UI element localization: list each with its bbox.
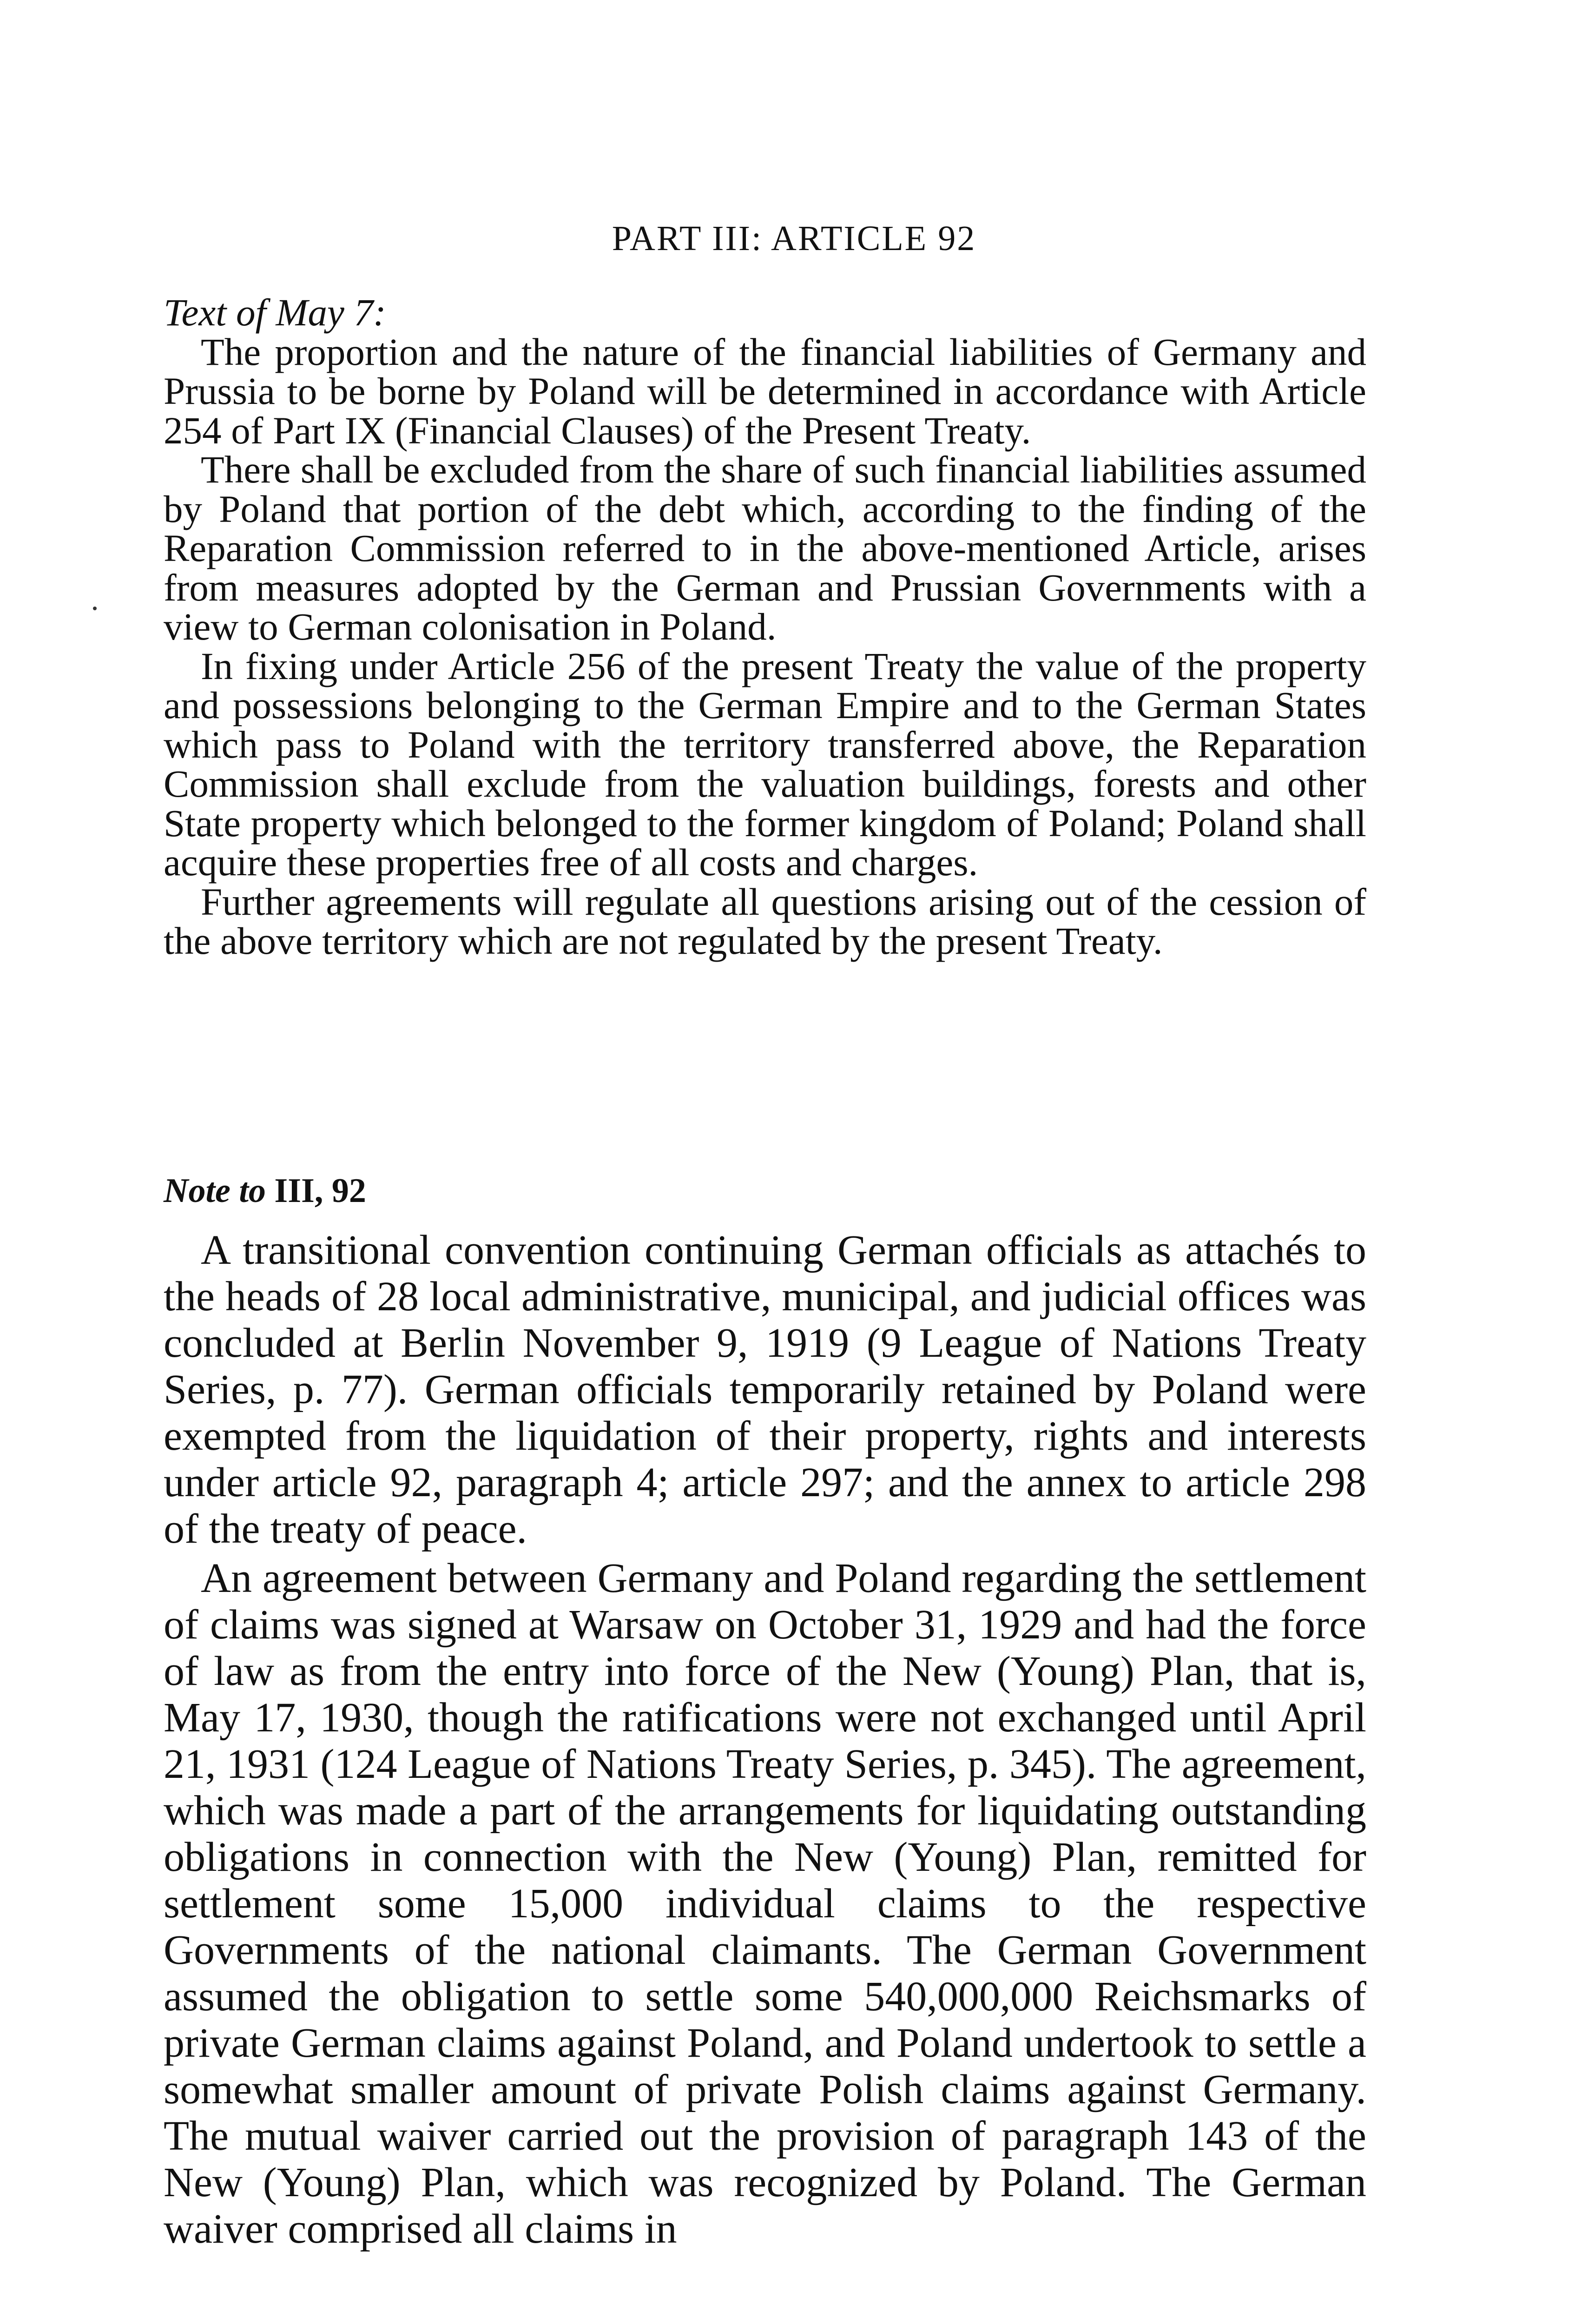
note-heading-word: Note: [164, 1172, 231, 1210]
text-of-may-7-section: [164, 293, 1366, 961]
note-heading: [164, 1171, 366, 1211]
note-paragraph-1: A transitional convention continuing German officials as attachés to the heads of 28 local administrative, municipal, and judicial offices was concluded at Berlin November 9, 1919 (9 League of Nations Treaty Series, p. 77). German officials temporarily retained by Poland were exempted from the liquidation of their property, rights and interests under article 92, paragraph 4; article 297; and the annex to article 298 of the treaty of peace.: [164, 1227, 1366, 1552]
text-of-may-7-label: Text of May 7:: [164, 291, 386, 334]
note-heading-to: to: [239, 1172, 266, 1210]
treaty-paragraph-3: In fixing under Article 256 of the present Treaty the value of the property and possessions belonging to the German Empire and to the German States which pass to Poland with the territory transferred above, the Reparation Commission shall exclude from the valuation buildings, forests and other State property which belonged to the former kingdom of Poland; Poland shall acquire these properties free of all costs and charges.: [164, 644, 1366, 884]
note-section: [164, 1227, 1366, 2255]
note-heading-ref: III, 92: [274, 1172, 366, 1210]
treaty-paragraph-1: The proportion and the nature of the financial liabilities of Germany and Prussia to be borne by Poland will be determined in accordance with Article 254 of Part IX (Financial Clauses) of the Present Treaty.: [164, 330, 1366, 452]
running-head: PART III: ARTICLE 92: [612, 219, 976, 258]
treaty-paragraph-4: Further agreements will regulate all questions arising out of the cession of the above territory which are not regulated by the present Treaty.: [164, 880, 1366, 962]
note-paragraph-2: An agreement between Germany and Poland regarding the settlement of claims was signed at Warsaw on October 31, 1929 and had the force of law as from the entry into force of the New (Young) Plan, that is, May 17, 1930, though the ratifications were not exchanged until April 21, 1931 (124 League of Nations Treaty Series, p. 345). The agreement, which was made a part of the arrangements for liquidating outstanding obligations in connection with the New (Young) Plan, remitted for settlement some 15,000 individual claims to the respective Governments of the national claimants. The German Government assumed the obligation to settle some 540,000,000 Reichsmarks of private German claims against Poland, and Poland undertook to settle a somewhat smaller amount of private Polish claims against Germany. The mutual waiver carried out the provision of paragraph 143 of the New (Young) Plan, which was recognized by Poland. The German waiver comprised all claims in: [164, 1555, 1366, 2252]
treaty-paragraph-2: There shall be excluded from the share of such financial liabilities assumed by Poland that portion of the debt which, according to the finding of the Reparation Commission referred to in the above-mentioned Article, arises from measures adopted by the German and Prussian Governments with a view to German colonisation in Poland.: [164, 448, 1366, 648]
stray-ink-mark: [93, 607, 97, 610]
